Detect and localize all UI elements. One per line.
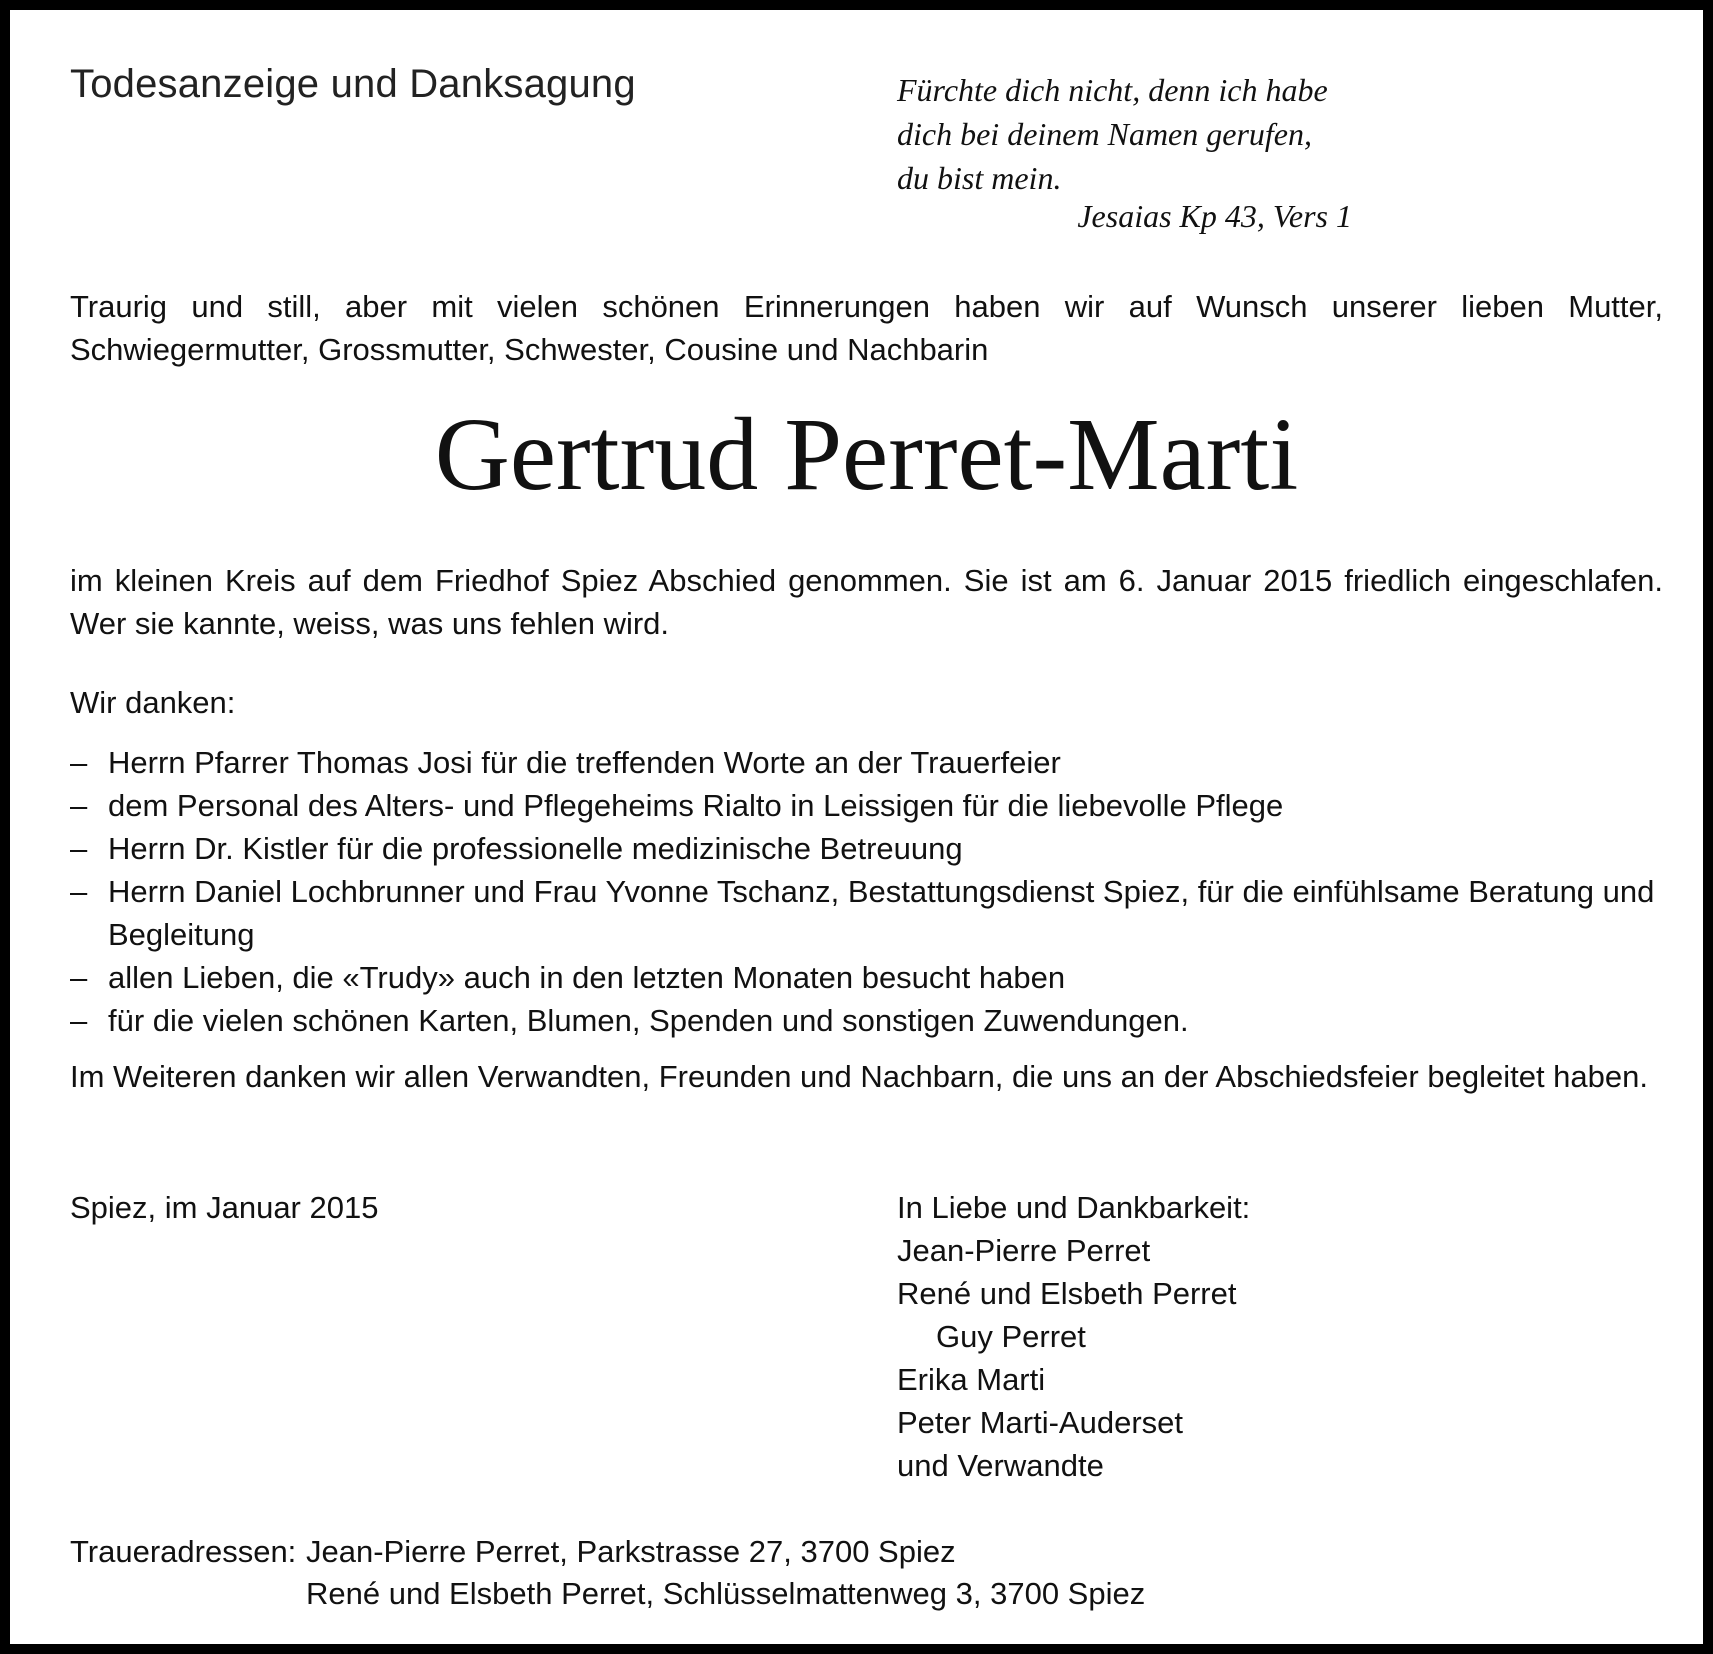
quote-line: Fürchte dich nicht, denn ich habe [897,72,1328,108]
signature-name: René und Elsbeth Perret [897,1276,1237,1311]
quote-line: dich bei deinem Namen gerufen, [897,116,1312,152]
addresses-label: Traueradressen: [70,1534,297,1569]
list-dash: – [70,960,88,995]
signature-name: Jean-Pierre Perret [897,1233,1151,1268]
list-item-text: Herrn Dr. Kistler für die professionelle medizinische Betreuung [108,831,963,866]
farewell-paragraph: im kleinen Kreis auf dem Friedhof Spiez Abschied genommen. Sie ist am 6. Januar 2015 friedlich eingeschlafen. Wer sie kannte, weiss, was uns fehlen wird. [70,563,1663,641]
thanks-heading: Wir danken: [70,685,236,720]
list-dash: – [70,1003,88,1038]
list-item [70,999,1663,1042]
list-dash: – [70,874,88,909]
list-dash: – [70,745,88,780]
signature-name: Erika Marti [897,1362,1046,1397]
signature-block [897,1186,1250,1487]
place-date: Spiez, im Januar 2015 [70,1190,379,1225]
signature-name: Guy Perret [936,1319,1086,1354]
signature-name: und Verwandte [897,1448,1104,1483]
list-item [70,741,1663,784]
bible-quote [897,68,1328,200]
further-thanks-paragraph: Im Weiteren danken wir allen Verwandten, Freunden und Nachbarn, die uns an der Abschiedsfeier begleitet haben. [70,1059,1648,1094]
signature-heading: In Liebe und Dankbarkeit: [897,1190,1251,1225]
list-item-text: Herrn Pfarrer Thomas Josi für die treffenden Worte an der Trauerfeier [108,745,1061,780]
thanks-list [70,741,1663,1042]
list-item-text: Herrn Daniel Lochbrunner und Frau Yvonne Tschanz, Bestattungsdienst Spiez, für die einfühlsame Beratung und Begleitung [108,874,1655,952]
list-item [70,784,1663,827]
address-line: Jean-Pierre Perret, Parkstrasse 27, 3700 Spiez [306,1534,956,1569]
quote-line: du bist mein. [897,160,1062,196]
notice-heading: Todesanzeige und Danksagung [70,62,636,106]
list-dash: – [70,831,88,866]
intro-paragraph: Traurig und still, aber mit vielen schönen Erinnerungen haben wir auf Wunsch unserer lieben Mutter, Schwiegermutter, Grossmutter, Schwester, Cousine und Nachbarin [70,289,1663,367]
list-item [70,870,1663,956]
list-item-text: allen Lieben, die «Trudy» auch in den letzten Monaten besucht haben [108,960,1066,995]
deceased-name: Gertrud Perret-Marti [434,397,1299,512]
list-item [70,956,1663,999]
signature-name: Peter Marti-Auderset [897,1405,1183,1440]
address-line: René und Elsbeth Perret, Schlüsselmattenweg 3, 3700 Spiez [306,1576,1146,1611]
quote-source: Jesaias Kp 43, Vers 1 [1077,198,1352,234]
list-item [70,827,1663,870]
list-item-text: dem Personal des Alters- und Pflegeheims Rialto in Leissigen für die liebevolle Pflege [108,788,1284,823]
list-dash: – [70,788,88,823]
list-item-text: für die vielen schönen Karten, Blumen, Spenden und sonstigen Zuwendungen. [108,1003,1189,1038]
